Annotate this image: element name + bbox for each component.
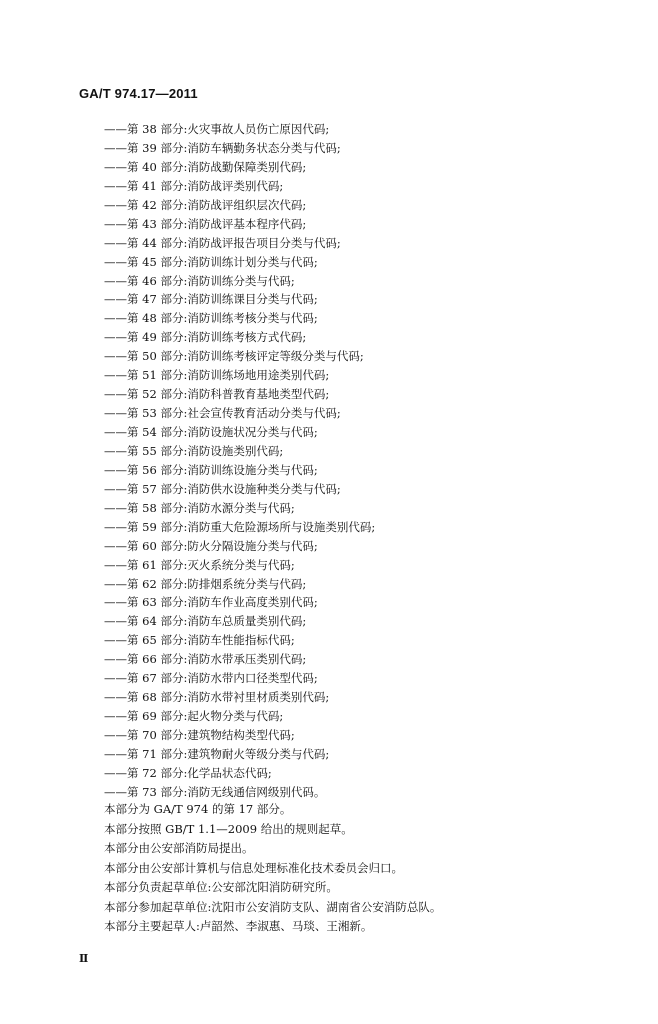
part-list-item — [104, 745, 375, 764]
part-number: ——第 67 部分: — [104, 671, 188, 686]
part-list-item — [104, 234, 375, 253]
part-list-item — [104, 347, 375, 366]
part-list-item — [104, 499, 375, 518]
part-number: ——第 54 部分: — [104, 425, 188, 439]
part-list-item — [104, 461, 375, 480]
part-list-item — [104, 650, 375, 669]
part-number: ——第 71 部分: — [104, 746, 188, 761]
part-number: ——第 68 部分: — [104, 690, 188, 705]
part-list-item — [104, 120, 375, 139]
part-title: 建筑物结构类型代码; — [187, 728, 295, 742]
part-title: 消防车性能指标代码; — [187, 633, 295, 648]
part-title: 消防水带承压类别代码; — [187, 652, 307, 667]
page-number: Ⅱ — [79, 952, 89, 965]
part-number: ——第 56 部分: — [104, 462, 188, 477]
part-list-item — [104, 764, 375, 783]
part-title: 消防战评报告项目分类与代码; — [187, 235, 341, 250]
part-list-item — [104, 707, 375, 726]
part-list-item — [104, 309, 375, 328]
part-number: ——第 45 部分: — [104, 254, 188, 269]
part-number: ——第 57 部分: — [104, 481, 188, 496]
part-list-item — [104, 328, 375, 347]
part-title: 防排烟系统分类与代码; — [187, 576, 307, 591]
foreword-note-line: 本部分为 GA/T 974 的第 17 部分。 — [104, 802, 292, 816]
foreword-notes — [104, 800, 441, 937]
part-title: 消防设施类别代码; — [187, 443, 284, 458]
standard-code-header: GA/T 974.17—2011 — [79, 86, 198, 101]
part-number: ——第 70 部分: — [104, 728, 188, 742]
part-list-item — [104, 537, 375, 556]
part-number: ——第 49 部分: — [104, 330, 188, 345]
part-title: 消防训练考核方式代码; — [187, 330, 307, 345]
part-list-item — [104, 404, 375, 423]
foreword-note-line: 本部分由公安部计算机与信息处理标准化技术委员会归口。 — [104, 860, 403, 875]
part-title: 消防训练课目分类与代码; — [187, 292, 318, 307]
part-number: ——第 59 部分: — [104, 519, 188, 534]
part-list-item — [104, 688, 375, 707]
foreword-note-line: 本部分参加起草单位:沈阳市公安消防支队、湖南省公安消防总队。 — [104, 899, 442, 914]
foreword-note-line: 本部分由公安部消防局提出。 — [104, 841, 254, 855]
parts-list — [104, 120, 375, 802]
part-title: 消防车辆勤务状态分类与代码; — [187, 140, 341, 155]
part-title: 消防战评基本程序代码; — [187, 216, 307, 231]
part-number: ——第 53 部分: — [104, 406, 188, 421]
part-title: 化学品状态代码; — [187, 765, 272, 780]
part-list-item — [104, 783, 375, 802]
part-title: 社会宣传教育活动分类与代码; — [187, 406, 341, 421]
part-number: ——第 58 部分: — [104, 500, 188, 515]
part-title: 起火物分类与代码; — [187, 709, 284, 724]
part-title: 消防车作业高度类别代码; — [187, 595, 318, 610]
part-number: ——第 62 部分: — [104, 576, 188, 591]
part-number: ——第 52 部分: — [104, 387, 188, 402]
part-number: ——第 38 部分: — [104, 122, 188, 136]
part-list-item — [104, 366, 375, 385]
part-number: ——第 63 部分: — [104, 595, 188, 610]
foreword-note-line: 本部分负责起草单位:公安部沈阳消防研究所。 — [104, 880, 338, 894]
part-number: ——第 47 部分: — [104, 292, 188, 307]
part-number: ——第 66 部分: — [104, 652, 188, 667]
part-list-item — [104, 575, 375, 594]
part-title: 消防训练考核评定等级分类与代码; — [187, 349, 364, 364]
part-list-item — [104, 669, 375, 688]
part-number: ——第 51 部分: — [104, 368, 188, 383]
part-list-item — [104, 177, 375, 196]
part-title: 消防供水设施种类分类与代码; — [187, 481, 341, 496]
part-list-item — [104, 215, 375, 234]
part-title: 灭火系统分类与代码; — [187, 557, 295, 572]
part-title: 火灾事故人员伤亡原因代码; — [187, 122, 330, 136]
part-list-item — [104, 480, 375, 499]
part-list-item — [104, 593, 375, 612]
part-title: 消防训练计划分类与代码; — [187, 254, 318, 269]
part-number: ——第 72 部分: — [104, 765, 188, 780]
part-number: ——第 44 部分: — [104, 235, 188, 250]
part-title: 消防科普教育基地类型代码; — [187, 387, 330, 402]
part-number: ——第 64 部分: — [104, 614, 188, 629]
part-number: ——第 73 部分: — [104, 784, 188, 799]
part-list-item — [104, 253, 375, 272]
part-title: 消防设施状况分类与代码; — [187, 425, 318, 439]
part-list-item — [104, 158, 375, 177]
part-number: ——第 61 部分: — [104, 557, 188, 572]
part-list-item — [104, 385, 375, 404]
part-title: 消防车总质量类别代码; — [187, 614, 307, 629]
part-title: 消防训练分类与代码; — [187, 273, 295, 288]
part-list-item — [104, 631, 375, 650]
part-title: 消防水带内口径类型代码; — [187, 671, 318, 686]
part-number: ——第 42 部分: — [104, 197, 188, 212]
part-list-item — [104, 612, 375, 631]
foreword-note-line: 本部分按照 GB/T 1.1—2009 给出的规则起草。 — [104, 821, 353, 836]
part-title: 消防水源分类与代码; — [187, 500, 295, 515]
part-title: 消防战勤保障类别代码; — [187, 159, 307, 174]
part-number: ——第 55 部分: — [104, 443, 188, 458]
part-title: 消防训练设施分类与代码; — [187, 462, 318, 477]
part-title: 防火分隔设施分类与代码; — [187, 538, 318, 553]
part-list-item — [104, 518, 375, 537]
part-list-item — [104, 272, 375, 291]
part-number: ——第 69 部分: — [104, 709, 188, 724]
part-list-item — [104, 726, 375, 745]
part-title: 消防水带衬里材质类别代码; — [187, 690, 330, 705]
part-title: 消防战评类别代码; — [187, 178, 284, 193]
part-list-item — [104, 139, 375, 158]
part-list-item — [104, 290, 375, 309]
part-number: ——第 50 部分: — [104, 349, 188, 364]
part-number: ——第 40 部分: — [104, 159, 188, 174]
part-number: ——第 43 部分: — [104, 216, 188, 231]
part-title: 消防训练考核分类与代码; — [187, 311, 318, 326]
part-title: 消防无线通信网级别代码。 — [187, 784, 326, 799]
part-number: ——第 60 部分: — [104, 538, 188, 553]
part-number: ——第 39 部分: — [104, 140, 188, 155]
foreword-note-line: 本部分主要起草人:卢韶然、李淑惠、马琰、王湘新。 — [104, 919, 373, 933]
part-number: ——第 65 部分: — [104, 633, 188, 648]
part-number: ——第 46 部分: — [104, 273, 188, 288]
part-list-item — [104, 423, 375, 442]
part-list-item — [104, 556, 375, 575]
part-list-item — [104, 196, 375, 215]
part-number: ——第 41 部分: — [104, 178, 188, 193]
part-title: 消防训练场地用途类别代码; — [187, 368, 330, 383]
part-number: ——第 48 部分: — [104, 311, 188, 326]
part-title: 消防重大危险源场所与设施类别代码; — [187, 519, 376, 534]
part-title: 建筑物耐火等级分类与代码; — [187, 746, 330, 761]
part-title: 消防战评组织层次代码; — [187, 197, 307, 212]
part-list-item — [104, 442, 375, 461]
